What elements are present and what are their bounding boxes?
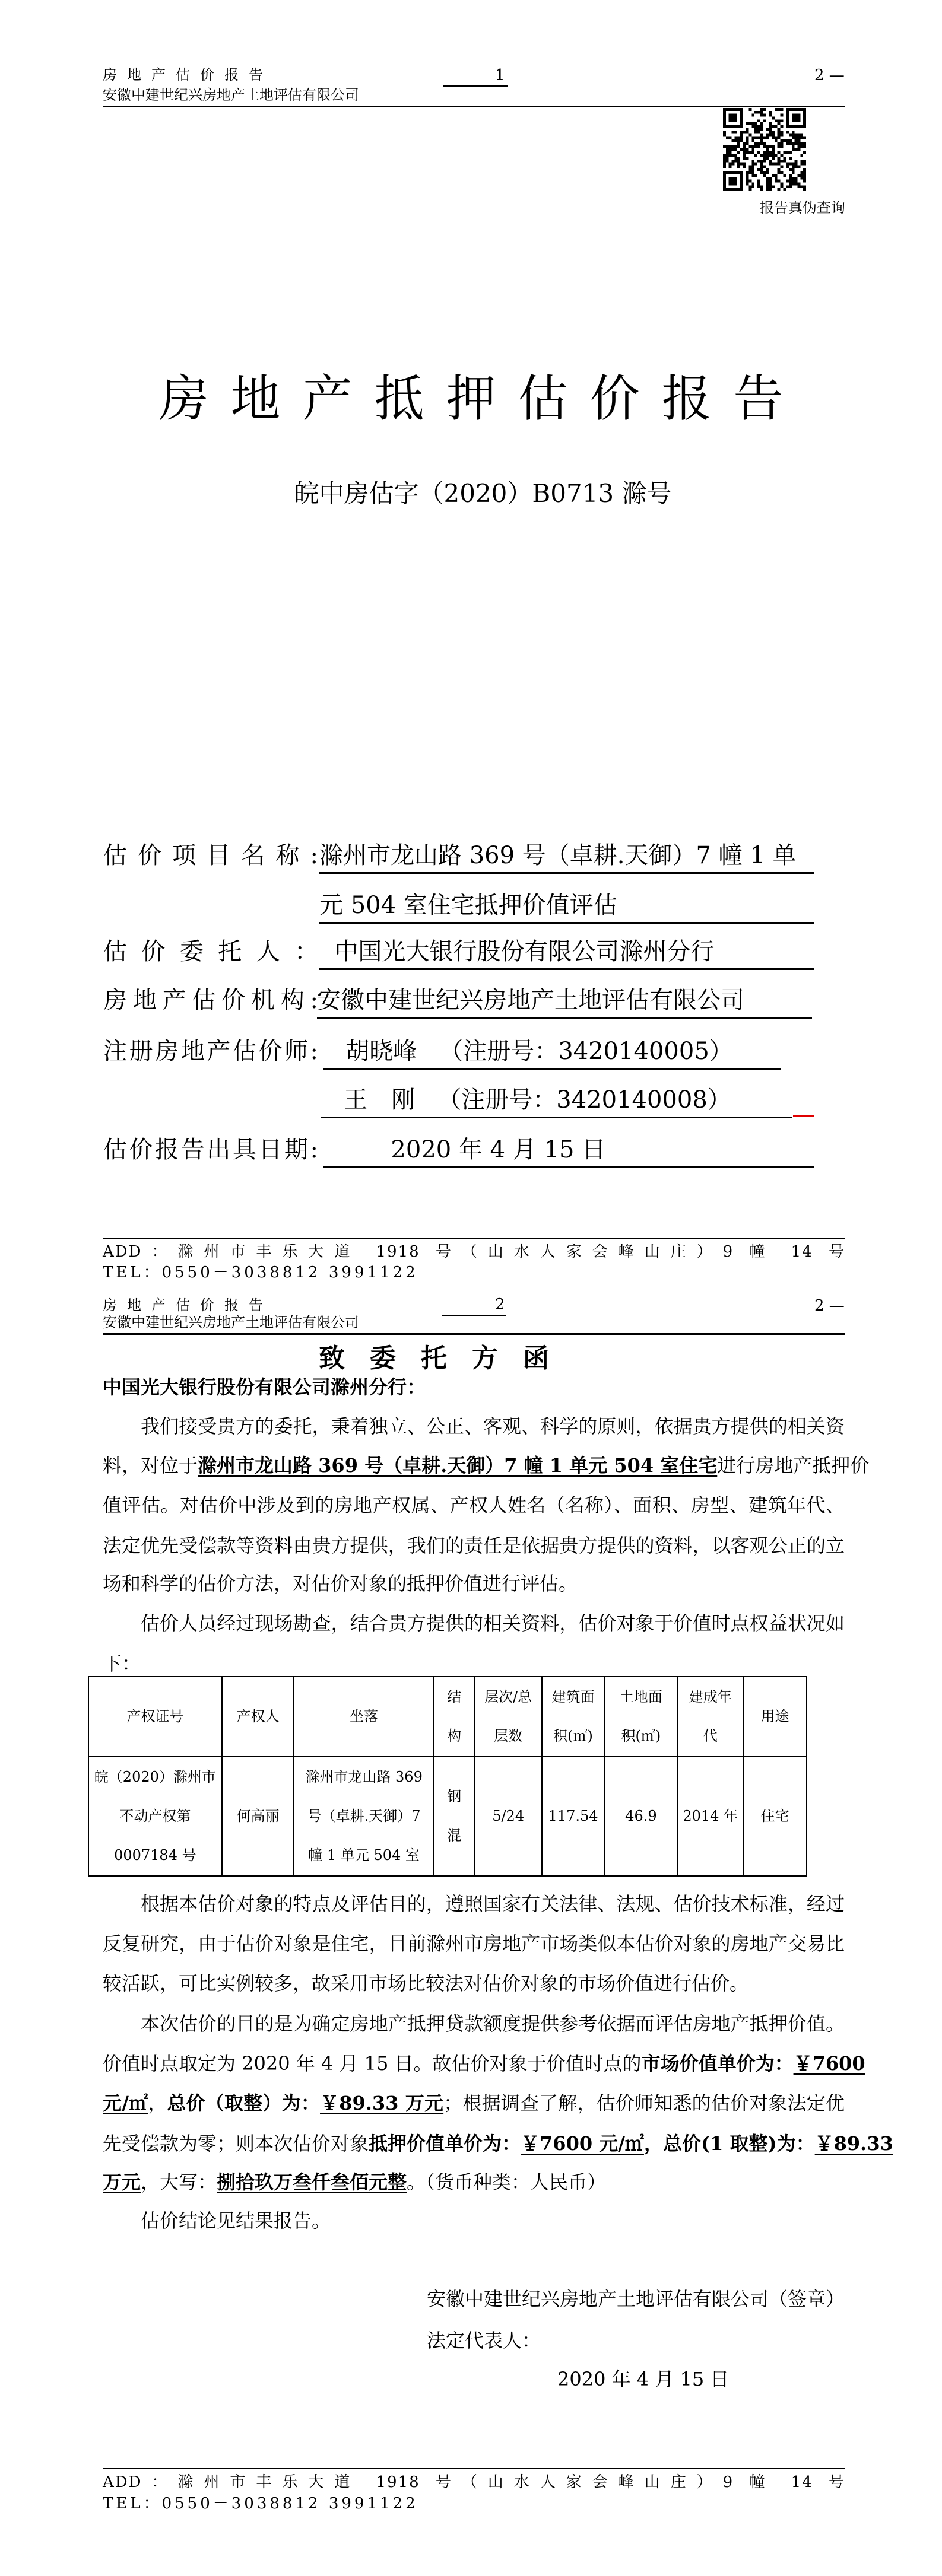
cell-location: 滁州市龙山路 369 号（卓耕.天御）7 幢 1 单元 504 室 — [294, 1756, 433, 1876]
item-label: 估价报告出具日期: — [103, 1136, 318, 1163]
text-segment: 场和科学的估价方法，对估价对象的抵押价值进行评估。 — [103, 1572, 578, 1595]
cell-floor: 5/24 — [475, 1756, 542, 1876]
header-divider — [103, 1333, 845, 1335]
letter-title: 致委托方函 — [319, 1343, 574, 1373]
table-row — [88, 1756, 807, 1876]
footer-divider — [103, 2468, 845, 2469]
col-header-location: 坐落 — [294, 1677, 433, 1756]
text-segment: 进行房地产抵押价 — [717, 1454, 870, 1477]
cell-structure: 钢 混 — [434, 1756, 475, 1876]
text-segment: 价值时点取定为 2020 年 4 月 15 日。故估价对象于价值时点的 — [103, 2052, 642, 2075]
col-header-building-area: 建筑面 积(㎡) — [542, 1677, 605, 1756]
text-segment: 料，对位于 — [103, 1454, 198, 1477]
paragraph-line — [103, 1652, 845, 1675]
qr-caption: 报告真伪查询 — [760, 199, 845, 216]
paragraph-line — [103, 1534, 845, 1557]
emphasized-text: ￥7600 — [793, 2052, 865, 2075]
col-header-certificate-no: 产权证号 — [88, 1677, 222, 1756]
cell-year-built: 2014 年 — [677, 1756, 743, 1876]
emphasized-text: ￥89.33 — [814, 2132, 893, 2155]
red-mark — [793, 1115, 814, 1117]
total-pages: 2 — — [814, 1297, 845, 1315]
item-label: 估价委托人： — [103, 938, 318, 965]
paragraph-line — [141, 1893, 845, 1915]
item-value: 滁州市龙山路 369 号（卓耕.天御）7 幢 1 单 — [319, 841, 814, 874]
text-segment: ；根据调查了解，估价师知悉的估价对象法定优 — [443, 2092, 845, 2114]
col-header-owner: 产权人 — [222, 1677, 294, 1756]
item-label: 房地产估价机构: — [103, 987, 318, 1014]
emphasized-text: ，总价(1 取整)为： — [643, 2132, 815, 2155]
text-segment: ，大写： — [141, 2171, 217, 2193]
item-value: 安徽中建世纪兴房地产土地评估有限公司 — [317, 986, 812, 1019]
emphasized-text: ￥7600 元/㎡ — [521, 2132, 644, 2155]
qr-code-icon — [723, 108, 806, 191]
qr-modules — [723, 108, 806, 191]
emphasized-text: 万元 — [103, 2171, 141, 2193]
col-header-year-built: 建成年 代 — [677, 1677, 743, 1756]
paragraph-line — [141, 2209, 845, 2232]
text-segment: 估价结论见结果报告。 — [141, 2209, 331, 2232]
emphasized-text: 总价（取整）为： — [167, 2092, 321, 2114]
document-number: 皖中房估字（2020）B0713 滁号 — [294, 479, 672, 508]
paragraph-line — [141, 1612, 845, 1634]
footer-divider — [103, 1238, 845, 1239]
running-header-company: 安徽中建世纪兴房地产土地评估有限公司 — [103, 87, 359, 103]
property-rights-table — [88, 1676, 807, 1877]
col-header-usage: 用途 — [743, 1677, 807, 1756]
emphasized-text: 抵押价值单价为： — [369, 2132, 521, 2155]
header-divider — [103, 106, 845, 107]
text-segment: ， — [148, 2092, 167, 2114]
page-number: 1 — [495, 66, 505, 84]
text-segment: 反复研究，由于估价对象是住宅，目前滁州市房地产市场类似本估价对象的房地产交易比 — [103, 1932, 845, 1955]
paragraph-line — [103, 1932, 845, 1955]
page-number-underline — [442, 1315, 506, 1316]
legal-representative-label: 法定代表人： — [427, 2329, 541, 2352]
letter-addressee: 中国光大银行股份有限公司滁州分行： — [103, 1376, 426, 1398]
table-header-row — [88, 1677, 807, 1756]
running-header-title: 房地产估价报告 — [103, 1297, 273, 1314]
text-segment: 估价人员经过现场勘查，结合贵方提供的相关资料，估价对象于价值时点权益状况如 — [141, 1612, 845, 1634]
paragraph-line — [141, 2012, 845, 2035]
page-number-underline — [443, 85, 508, 87]
emphasized-text: ￥89.33 万元 — [320, 2092, 444, 2114]
item-value: 胡晓峰 （注册号：3420140005） — [323, 1037, 781, 1070]
cell-land-area: 46.9 — [605, 1756, 678, 1876]
text-segment: 。（货币种类：人民币） — [407, 2171, 607, 2193]
item-value: 2020 年 4 月 15 日 — [323, 1136, 814, 1168]
emphasized-text: 捌拾玖万叁仟叁佰元整 — [217, 2171, 407, 2193]
paragraph-line — [103, 2132, 893, 2155]
text-segment: 根据本估价对象的特点及评估目的，遵照国家有关法律、法规、估价技术标准，经过 — [141, 1893, 845, 1915]
item-label: 估价项目名称: — [103, 842, 318, 869]
total-pages: 2 — — [814, 66, 845, 84]
document-title: 房地产抵押估价报告 — [158, 370, 805, 428]
paragraph-line — [103, 1572, 845, 1595]
text-segment: 较活跃，可比实例较多，故采用市场比较法对估价对象的市场价值进行估价。 — [103, 1972, 749, 1995]
cell-owner: 何高丽 — [222, 1756, 294, 1876]
cell-certificate-no: 皖（2020）滁州市 不动产权第 0007184 号 — [88, 1756, 222, 1876]
signature-company: 安徽中建世纪兴房地产土地评估有限公司（签章） — [427, 2288, 845, 2310]
text-segment: 下： — [103, 1652, 141, 1675]
text-segment: 先受偿款为零；则本次估价对象 — [103, 2132, 369, 2155]
paragraph-line — [103, 2092, 845, 2114]
col-header-land-area: 土地面 积(㎡) — [605, 1677, 678, 1756]
signature-date: 2020 年 4 月 15 日 — [557, 2368, 730, 2390]
col-header-structure: 结 构 — [434, 1677, 475, 1756]
paragraph-line — [103, 1454, 870, 1477]
cell-building-area: 117.54 — [542, 1756, 605, 1876]
item-value: 王 刚 （注册号：3420140008） — [321, 1086, 792, 1118]
text-segment: 值评估。对估价中涉及到的房地产权属、产权人姓名（名称）、面积、房型、建筑年代、 — [103, 1494, 845, 1516]
paragraph-line — [103, 2052, 865, 2075]
footer-address: ADD：滁州市丰乐大道 1918 号（山水人家会峰山庄）9 幢 14 号 — [103, 2473, 845, 2491]
footer-address: ADD：滁州市丰乐大道 1918 号（山水人家会峰山庄）9 幢 14 号 — [103, 1243, 845, 1261]
paragraph-line — [103, 1972, 845, 1995]
page-number: 2 — [495, 1296, 505, 1314]
text-segment: 本次估价的目的是为确定房地产抵押贷款额度提供参考依据而评估房地产抵押价值。 — [141, 2012, 845, 2035]
running-header-title: 房地产估价报告 — [103, 66, 273, 83]
item-label: 注册房地产估价师: — [103, 1038, 318, 1065]
running-header-company: 安徽中建世纪兴房地产土地评估有限公司 — [103, 1314, 359, 1331]
paragraph-line — [103, 2171, 845, 2193]
text-segment: 我们接受贵方的委托，秉着独立、公正、客观、科学的原则，依据贵方提供的相关资 — [141, 1415, 845, 1438]
emphasized-text: 市场价值单价为： — [641, 2052, 794, 2075]
item-value: 中国光大银行股份有限公司滁州分行 — [319, 937, 814, 970]
cell-usage: 住宅 — [743, 1756, 807, 1876]
col-header-floor: 层次/总 层数 — [475, 1677, 542, 1756]
paragraph-line — [103, 1494, 845, 1516]
emphasized-text: 滁州市龙山路 369 号（卓耕.天御）7 幢 1 单元 504 室住宅 — [198, 1454, 718, 1477]
emphasized-text: 元/㎡ — [103, 2092, 148, 2114]
footer-tel: TEL：0550－3038812 3991122 — [103, 1264, 418, 1281]
paragraph-line — [141, 1415, 845, 1438]
footer-tel: TEL：0550－3038812 3991122 — [103, 2495, 418, 2513]
item-value: 元 504 室住宅抵押价值评估 — [319, 891, 814, 924]
text-segment: 法定优先受偿款等资料由贵方提供，我们的责任是依据贵方提供的资料，以客观公正的立 — [103, 1534, 845, 1557]
